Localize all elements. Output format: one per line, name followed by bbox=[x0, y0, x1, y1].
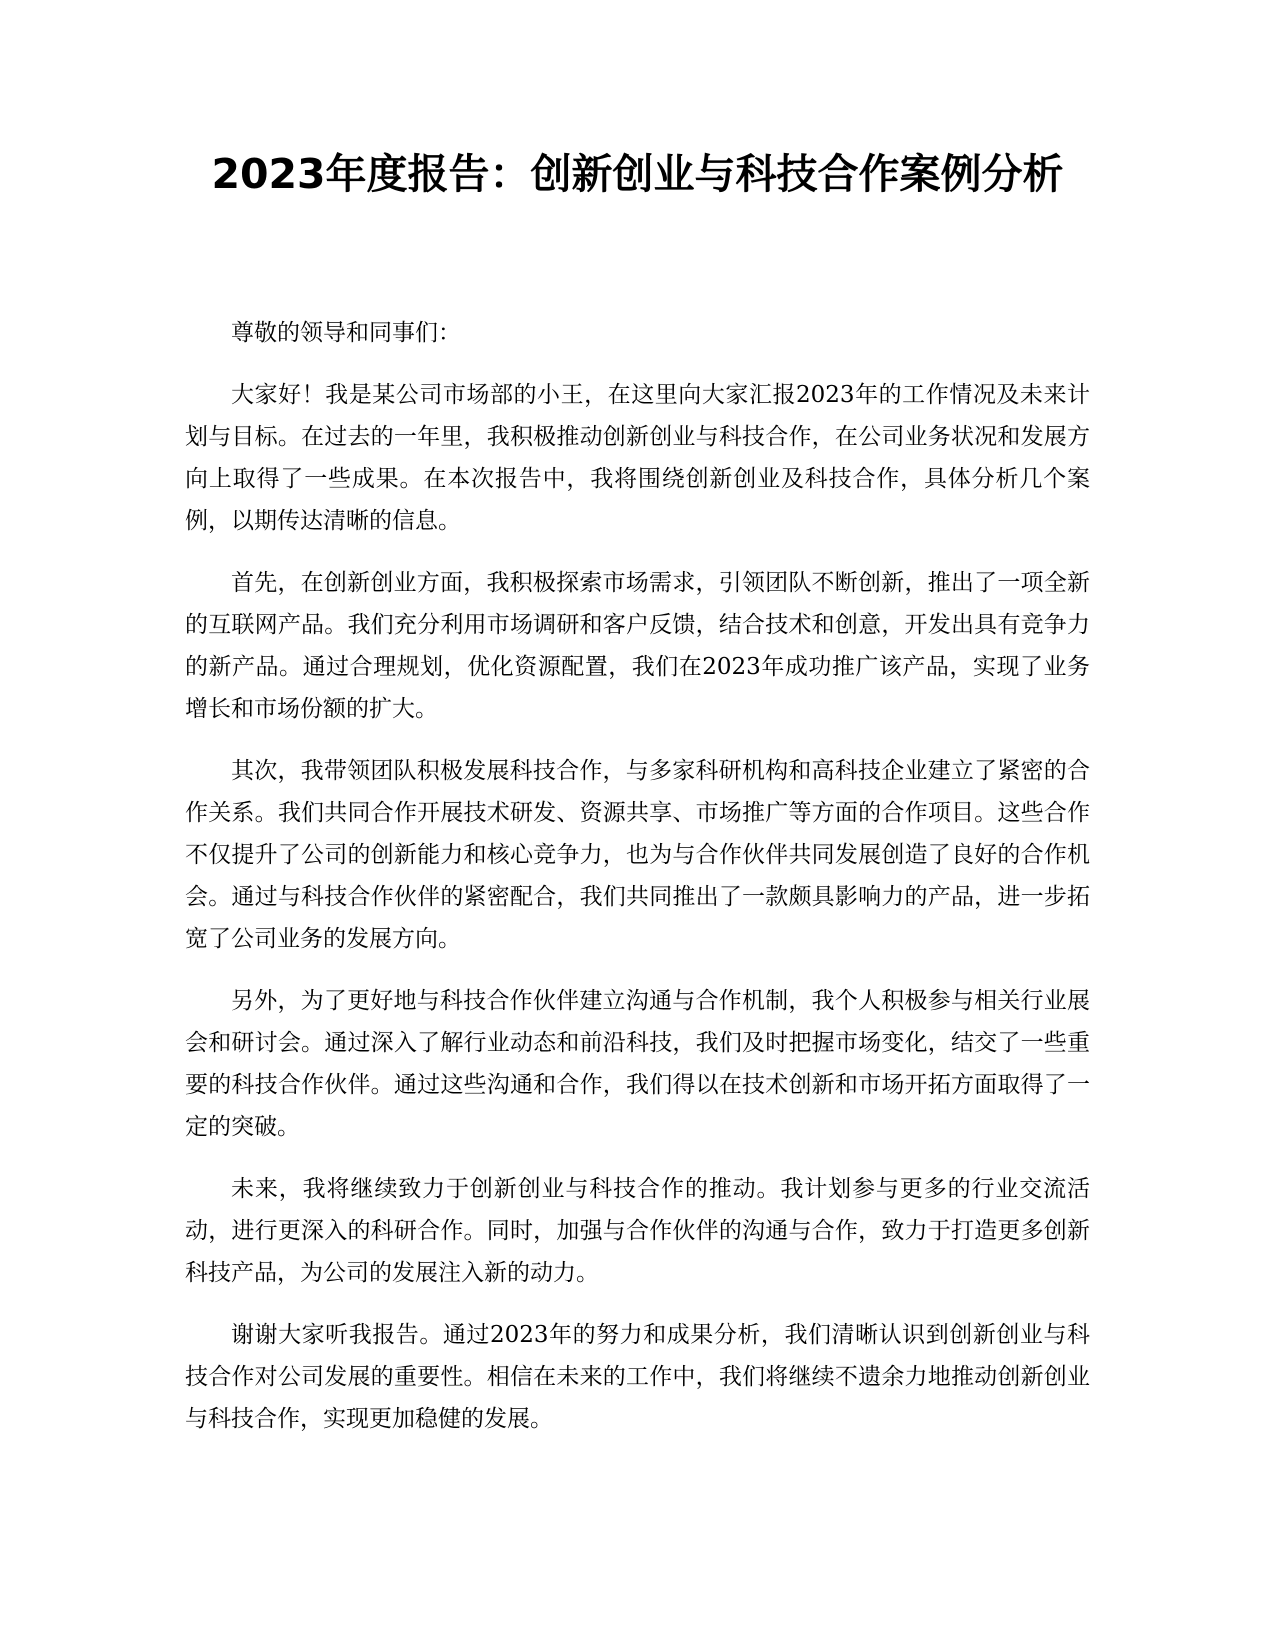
paragraph-cooperation: 其次，我带领团队积极发展科技合作，与多家科研机构和高科技企业建立了紧密的合作关系。我们共同合作开展技术研发、资源共享、市场推广等方面的合作项目。这些合作不仅提升了公司的创新能力和核心竞争力，也为与合作伙伴共同发展创造了良好的合作机会。通过与科技合作伙伴的紧密配合，我们共同推出了一款颇具影响力的产品，进一步拓宽了公司业务的发展方向。 bbox=[185, 758, 1090, 952]
paragraph-closing: 谢谢大家听我报告。通过2023年的努力和成果分析，我们清晰认识到创新创业与科技合作对公司发展的重要性。相信在未来的工作中，我们将继续不遗余力地推动创新创业与科技合作，实现更加稳健的发展。 bbox=[185, 1322, 1090, 1432]
document-body bbox=[185, 312, 1090, 1460]
document-title: 2023年度报告：创新创业与科技合作案例分析 bbox=[211, 150, 1064, 198]
paragraph-innovation: 首先，在创新创业方面，我积极探索市场需求，引领团队不断创新，推出了一项全新的互联网产品。我们充分利用市场调研和客户反馈，结合技术和创意，开发出具有竞争力的新产品。通过合理规划，优化资源配置，我们在2023年成功推广该产品，实现了业务增长和市场份额的扩大。 bbox=[185, 570, 1090, 722]
paragraph-future-plan: 未来，我将继续致力于创新创业与科技合作的推动。我计划参与更多的行业交流活动，进行更深入的科研合作。同时，加强与合作伙伴的沟通与合作，致力于打造更多创新科技产品，为公司的发展注入新的动力。 bbox=[185, 1176, 1090, 1286]
paragraph-communication: 另外，为了更好地与科技合作伙伴建立沟通与合作机制，我个人积极参与相关行业展会和研讨会。通过深入了解行业动态和前沿科技，我们及时把握市场变化，结交了一些重要的科技合作伙伴。通过这些沟通和合作，我们得以在技术创新和市场开拓方面取得了一定的突破。 bbox=[185, 988, 1090, 1140]
paragraph-salutation: 尊敬的领导和同事们： bbox=[231, 320, 461, 346]
paragraph-introduction: 大家好！我是某公司市场部的小王，在这里向大家汇报2023年的工作情况及未来计划与目标。在过去的一年里，我积极推动创新创业与科技合作，在公司业务状况和发展方向上取得了一些成果。在本次报告中，我将围绕创新创业及科技合作，具体分析几个案例，以期传达清晰的信息。 bbox=[185, 382, 1090, 534]
